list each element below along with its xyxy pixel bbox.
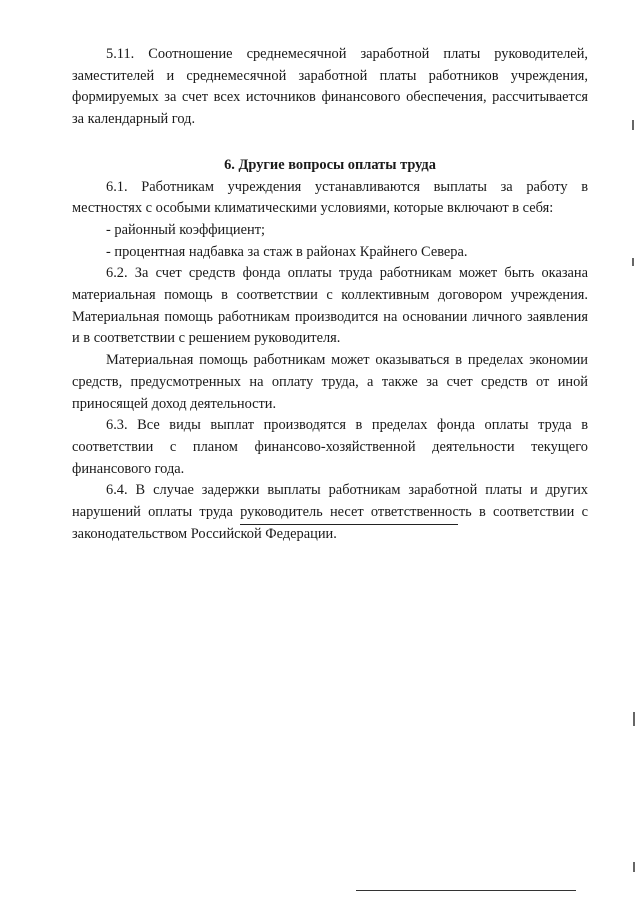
- end-separator-line: [240, 524, 458, 525]
- paragraph-6-2-continued: Материальная помощь работникам может оказываться в пределах экономии средств, предусмотренных на оплату труда, а также за счет средств от иной приносящей доход деятельности.: [72, 352, 588, 412]
- list-item-north-allowance: - процентная надбавка за стаж в районах Крайнего Севера.: [106, 243, 468, 260]
- list-item-district-coefficient: - районный коэффициент;: [106, 221, 266, 238]
- scan-mark: [633, 712, 635, 726]
- scan-mark: [633, 862, 635, 872]
- footer-line: [356, 890, 576, 891]
- scan-mark: [632, 258, 634, 266]
- section-6-heading: 6. Другие вопросы оплаты труда: [224, 156, 436, 173]
- scan-mark: [632, 120, 634, 130]
- paragraph-6-3: 6.3. Все виды выплат производятся в пределах фонда оплаты труда в соответствии с планом финансово-хозяйственной деятельности текущего финансового года.: [72, 417, 588, 477]
- paragraph-6-4: 6.4. В случае задержки выплаты работникам заработной платы и других нарушений оплаты труда руководитель несет ответственность в соответствии с законодательством Российской Федерации.: [72, 482, 588, 542]
- document-body: [72, 44, 588, 545]
- paragraph-6-1: 6.1. Работникам учреждения устанавливаются выплаты за работу в местностях с особыми климатическими условиями, которые включают в себя:: [72, 178, 588, 217]
- paragraph-5-11: 5.11. Соотношение среднемесячной заработной платы руководителей, заместителей и среднемесячной заработной платы работников учреждения, формируемых за счет всех источников финансового обеспечения, рассчитывается за календарный год.: [72, 46, 588, 128]
- paragraph-6-2: 6.2. За счет средств фонда оплаты труда работникам может быть оказана материальная помощь в соответствии с коллективным договором учреждения. Материальная помощь работникам производится на основании личного заявления и в соответствии с решением руководителя.: [72, 265, 588, 347]
